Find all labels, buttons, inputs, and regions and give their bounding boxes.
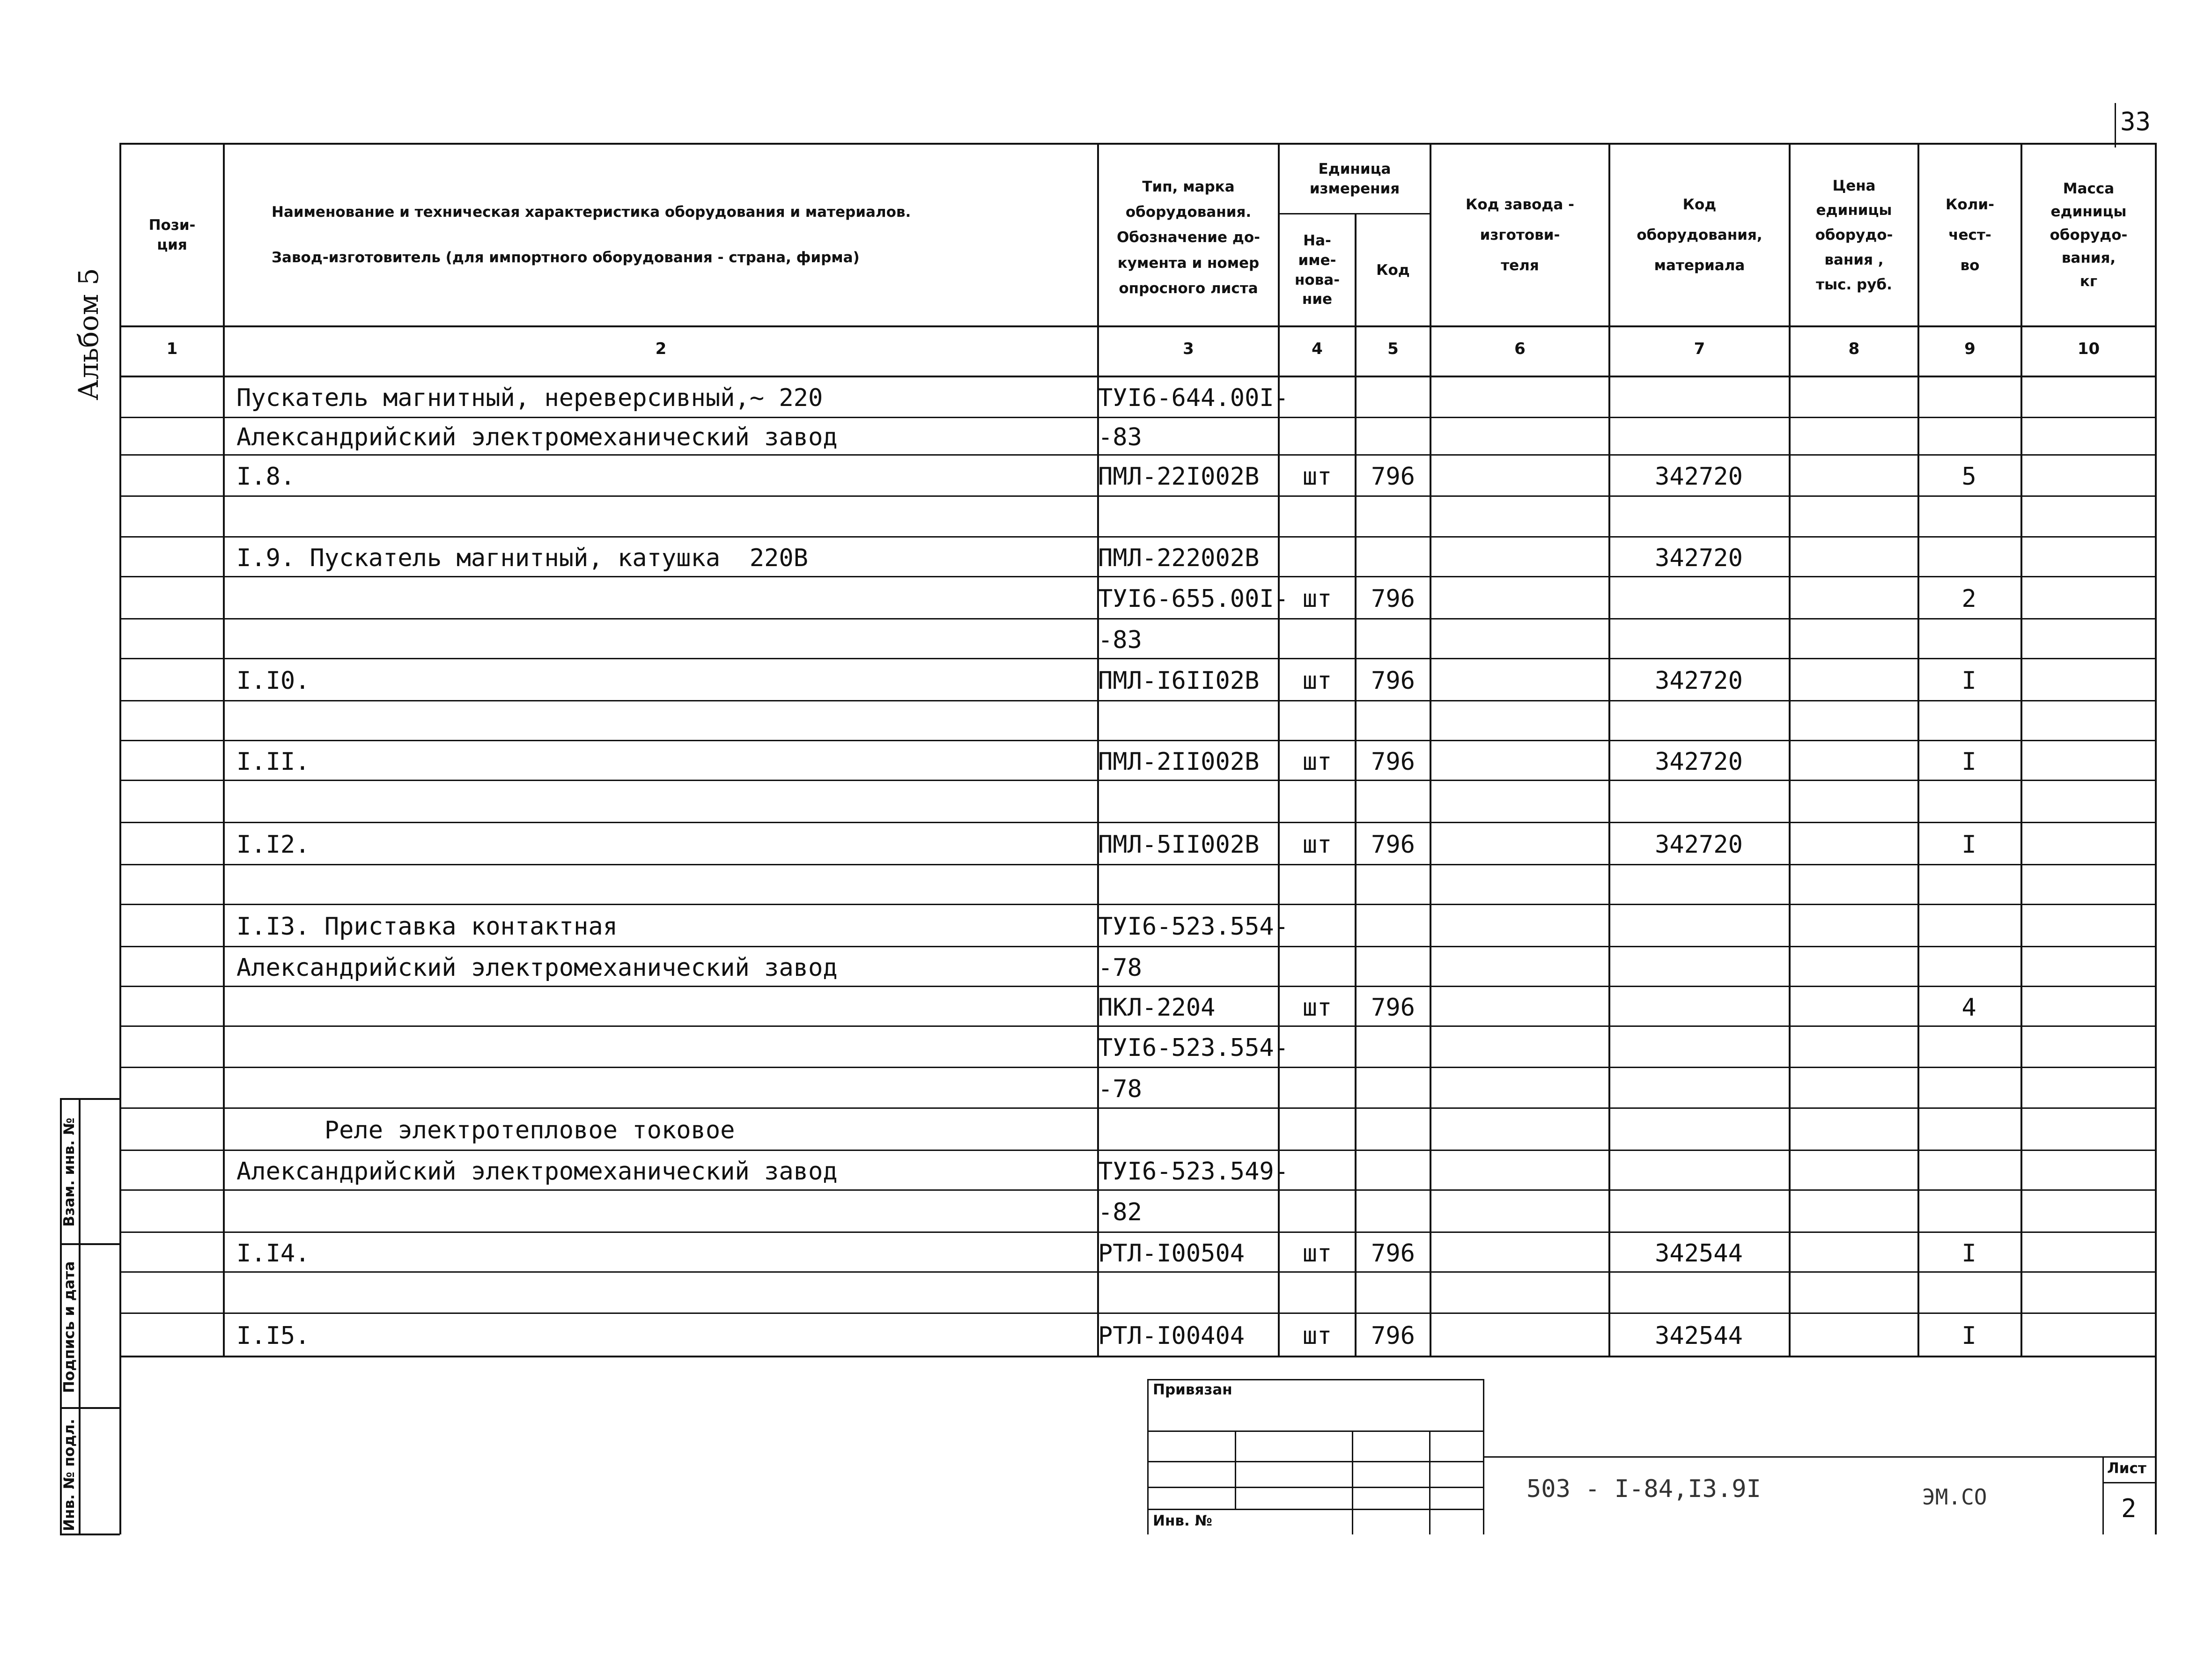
- col-number-5: 5: [1387, 339, 1399, 358]
- row-24-c5: 796: [1371, 1322, 1415, 1350]
- row-divider: [119, 740, 2156, 741]
- row-16-c3: ПКЛ-2204: [1098, 993, 1216, 1022]
- header-unit-group: Единица измерения: [1309, 160, 1400, 197]
- doc-section: ЭМ.СО: [1922, 1484, 1987, 1510]
- row-19-c2: Реле электротепловое токовое: [236, 1116, 735, 1144]
- row-7-c3: -83: [1098, 626, 1142, 654]
- side-vzam: Взам. инв. №: [61, 1117, 78, 1227]
- row-12-c5: 796: [1371, 831, 1415, 859]
- row-1-c2: Пускатель магнитный, нереверсивный,~ 220: [236, 384, 823, 412]
- row-divider: [119, 700, 2156, 701]
- side-inv-podl: Инв. № подл.: [61, 1419, 78, 1531]
- row-3-c9: 5: [1961, 463, 1976, 491]
- row-5-c7: 342720: [1655, 544, 1743, 572]
- row-divider: [119, 495, 2156, 497]
- row-6-c5: 796: [1371, 585, 1415, 613]
- header-name-line2: Завод-изготовитель (для импортного оборудования - страна, фирма): [272, 249, 860, 266]
- row-divider: [119, 536, 2156, 538]
- row-16-c5: 796: [1371, 993, 1415, 1022]
- row-divider: [119, 1107, 2156, 1109]
- row-15-c2: Александрийский электромеханический завод: [236, 953, 838, 982]
- row-8-c2: I.I0.: [236, 667, 310, 695]
- row-10-c2: I.II.: [236, 747, 310, 776]
- sheet-number: 2: [2121, 1494, 2137, 1523]
- row-24-c7: 342544: [1655, 1322, 1743, 1350]
- row-10-c3: ПМЛ-2II002В: [1098, 747, 1260, 776]
- row-3-c3: ПМЛ-22I002В: [1098, 463, 1260, 491]
- row-10-c5: 796: [1371, 747, 1415, 776]
- side-podpis: Подпись и дата: [61, 1261, 78, 1393]
- row-21-c3: -82: [1098, 1198, 1142, 1226]
- row-10-c7: 342720: [1655, 747, 1743, 776]
- col-number-9: 9: [1964, 339, 1976, 358]
- row-divider: [119, 780, 2156, 781]
- row-2-c2: Александрийский электромеханический завод: [236, 423, 838, 451]
- header-name-line1: Наименование и техническая характеристика оборудования и материалов.: [272, 204, 911, 221]
- row-1-c3: ТУI6-644.00I-: [1098, 384, 1289, 412]
- header-unit-code: Код: [1376, 261, 1410, 279]
- stamp-inv-no: Инв. №: [1153, 1512, 1212, 1529]
- row-17-c3: ТУI6-523.554-: [1098, 1034, 1289, 1062]
- row-15-c3: -78: [1098, 953, 1142, 982]
- row-16-c9: 4: [1961, 993, 1976, 1022]
- row-divider: [119, 1312, 2156, 1314]
- row-14-c3: ТУI6-523.554-: [1098, 913, 1289, 941]
- row-divider: [119, 1025, 2156, 1027]
- row-10-c9: I: [1961, 747, 1976, 776]
- row-24-c3: РТЛ-I00404: [1098, 1322, 1245, 1350]
- header-type: Тип, марка оборудования. Обозначение до- кумента и номер опросного листа: [1116, 178, 1261, 297]
- row-12-c9: I: [1961, 831, 1976, 859]
- row-divider: [119, 1189, 2156, 1191]
- page-number: 33: [2120, 107, 2151, 136]
- row-divider: [119, 454, 2156, 456]
- stamp-privyazan: Привязан: [1153, 1381, 1232, 1398]
- row-divider: [119, 946, 2156, 947]
- doc-code: 503 - I-84,I3.9I: [1526, 1475, 1761, 1503]
- row-3-c4: шт: [1302, 463, 1332, 491]
- row-5-c3: ПМЛ-222002В: [1098, 544, 1260, 572]
- row-22-c5: 796: [1371, 1239, 1415, 1268]
- header-unit-name: На- име- нова- ние: [1294, 232, 1340, 308]
- row-divider: [119, 1150, 2156, 1151]
- row-12-c4: шт: [1302, 831, 1332, 859]
- row-8-c9: I: [1961, 667, 1976, 695]
- row-24-c2: I.I5.: [236, 1322, 310, 1350]
- col-number-7: 7: [1694, 339, 1705, 358]
- header-mass: Масса единицы оборудо- вания, кг: [2050, 180, 2128, 290]
- row-20-c3: ТУI6-523.549-: [1098, 1157, 1289, 1186]
- header-quantity: Коли- чест- во: [1946, 196, 1994, 274]
- col-number-1: 1: [166, 339, 178, 358]
- row-8-c4: шт: [1302, 667, 1332, 695]
- header-factory-code: Код завода - изготови- теля: [1466, 196, 1574, 274]
- header-equipment-code: Код оборудования, материала: [1637, 196, 1762, 274]
- col-number-3: 3: [1183, 339, 1194, 358]
- row-3-c5: 796: [1371, 463, 1415, 491]
- row-divider: [119, 822, 2156, 823]
- row-3-c2: I.8.: [236, 463, 295, 491]
- row-divider: [119, 1231, 2156, 1233]
- row-6-c9: 2: [1961, 585, 1976, 613]
- row-divider: [119, 1067, 2156, 1068]
- row-divider: [119, 417, 2156, 418]
- row-24-c9: I: [1961, 1322, 1976, 1350]
- row-22-c9: I: [1961, 1239, 1976, 1268]
- row-8-c7: 342720: [1655, 667, 1743, 695]
- header-name: [225, 145, 1096, 325]
- row-divider: [119, 864, 2156, 865]
- row-6-c3: ТУI6-655.00I-: [1098, 585, 1289, 613]
- row-24-c4: шт: [1302, 1322, 1332, 1350]
- row-8-c3: ПМЛ-I6II02В: [1098, 667, 1260, 695]
- row-divider: [119, 986, 2156, 987]
- row-22-c3: РТЛ-I00504: [1098, 1239, 1245, 1268]
- row-12-c2: I.I2.: [236, 831, 310, 859]
- row-6-c4: шт: [1302, 585, 1332, 613]
- row-divider: [119, 576, 2156, 577]
- row-18-c3: -78: [1098, 1075, 1142, 1103]
- row-10-c4: шт: [1302, 747, 1332, 776]
- header-price: Цена единицы оборудо- вания , тыс. руб.: [1815, 177, 1893, 293]
- album-label: Альбом 5: [73, 268, 104, 400]
- sheet-label: Лист: [2107, 1460, 2146, 1477]
- col-number-8: 8: [1848, 339, 1860, 358]
- row-divider: [119, 618, 2156, 619]
- row-12-c3: ПМЛ-5II002В: [1098, 831, 1260, 859]
- row-22-c7: 342544: [1655, 1239, 1743, 1268]
- row-3-c7: 342720: [1655, 463, 1743, 491]
- col-number-6: 6: [1514, 339, 1526, 358]
- col-number-4: 4: [1312, 339, 1323, 358]
- row-divider: [119, 904, 2156, 905]
- row-divider: [119, 1271, 2156, 1273]
- row-divider: [119, 658, 2156, 659]
- row-5-c2: I.9. Пускатель магнитный, катушка 220В: [236, 544, 808, 572]
- row-2-c3: -83: [1098, 423, 1142, 451]
- row-8-c5: 796: [1371, 667, 1415, 695]
- col-number-10: 10: [2077, 339, 2100, 358]
- header-position: Пози- ция: [148, 216, 196, 253]
- row-14-c2: I.I3. Приставка контактная: [236, 913, 618, 941]
- row-20-c2: Александрийский электромеханический завод: [236, 1157, 838, 1186]
- row-22-c2: I.I4.: [236, 1239, 310, 1268]
- row-22-c4: шт: [1302, 1239, 1332, 1268]
- row-12-c7: 342720: [1655, 831, 1743, 859]
- row-16-c4: шт: [1302, 993, 1332, 1022]
- col-number-2: 2: [655, 339, 667, 358]
